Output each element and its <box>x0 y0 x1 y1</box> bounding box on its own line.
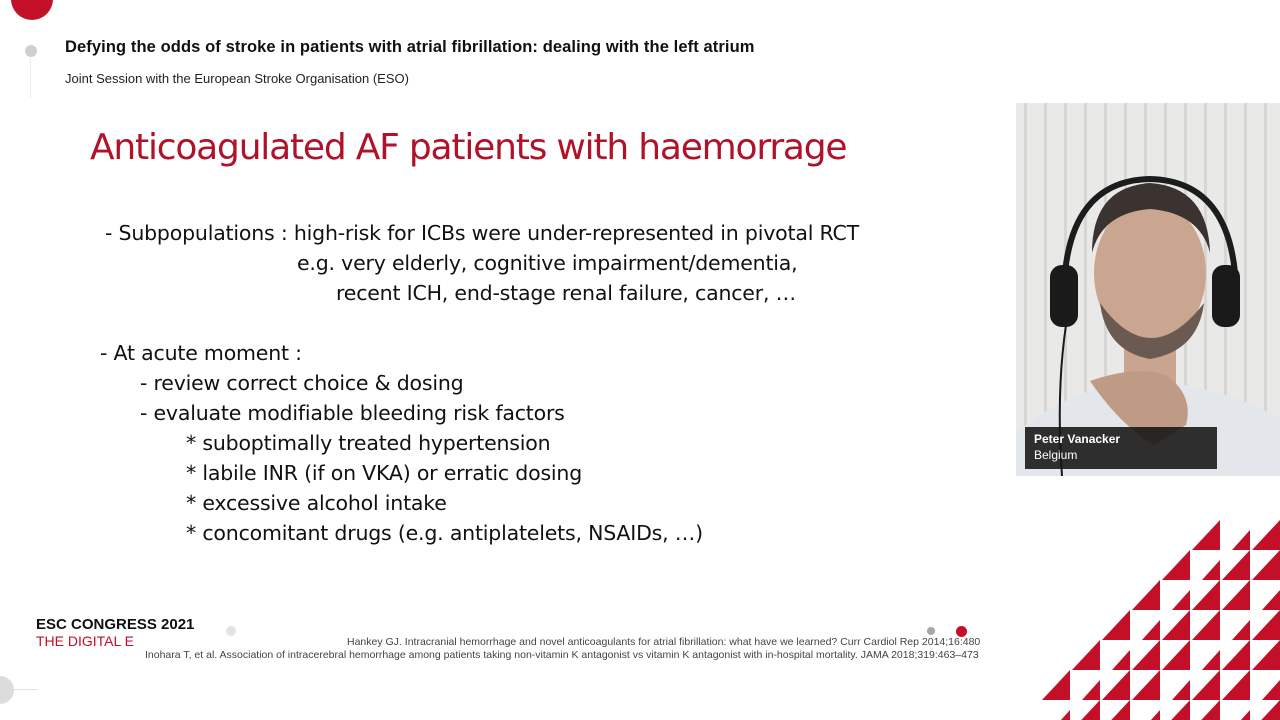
red-triangle <box>1102 610 1130 640</box>
red-triangle <box>1222 670 1250 700</box>
red-triangle <box>1102 670 1130 700</box>
red-triangle <box>1142 620 1160 640</box>
red-triangle <box>1072 700 1100 720</box>
red-circle-decoration <box>11 0 53 20</box>
session-title: Defying the odds of stroke in patients with atrial fibrillation: dealing with the left atrium <box>65 38 755 56</box>
speaker-country: Belgium <box>1034 448 1078 462</box>
red-triangle <box>1252 700 1280 720</box>
bullet-line: * labile INR (if on VKA) or erratic dosing <box>186 461 583 485</box>
esc-congress-logo-title: ESC CONGRESS 2021 <box>36 616 195 633</box>
red-triangle <box>1232 710 1250 720</box>
red-triangle <box>1142 710 1160 720</box>
bullet-line: * suboptimally treated hypertension <box>186 431 551 455</box>
red-triangle <box>1052 710 1070 720</box>
bullet-line: - At acute moment : <box>100 341 302 365</box>
red-triangle <box>1252 610 1280 640</box>
bullet-line: - review correct choice & dosing <box>140 371 464 395</box>
red-triangle <box>1192 580 1220 610</box>
red-triangle <box>1222 550 1250 580</box>
red-triangle <box>1192 700 1220 720</box>
bullet-line: - Subpopulations : high-risk for ICBs were under-represented in pivotal RCT <box>105 221 859 245</box>
timeline-line <box>14 689 38 690</box>
esc-congress-logo-subtitle: THE DIGITAL E <box>36 633 135 649</box>
bullet-line: e.g. very elderly, cognitive impairment/dementia, <box>297 251 798 275</box>
red-triangle <box>1202 650 1220 670</box>
reference-citation: Inohara T, et al. Association of intracerebral hemorrhage among patients taking non-vitamin K antagonist vs vitamin K antagonist with in-hospital mortality. JAMA 2018;319:463–473 <box>145 649 979 661</box>
progress-dot <box>927 627 935 635</box>
timeline-dot <box>226 626 236 636</box>
red-triangle <box>1162 640 1190 670</box>
red-triangle <box>1132 670 1160 700</box>
speaker-figure <box>1016 103 1280 476</box>
speaker-video[interactable] <box>1016 103 1280 476</box>
red-triangle <box>1252 520 1280 550</box>
bullet-line: * excessive alcohol intake <box>186 491 447 515</box>
timeline-dot <box>25 45 37 57</box>
red-triangle <box>1222 640 1250 670</box>
red-triangle <box>1162 610 1190 640</box>
red-triangle <box>1192 610 1220 640</box>
red-triangle <box>1042 670 1070 700</box>
red-triangle <box>1172 590 1190 610</box>
red-triangle <box>1172 680 1190 700</box>
red-triangle <box>1162 700 1190 720</box>
red-triangle <box>1112 650 1130 670</box>
speaker-name: Peter Vanacker <box>1034 432 1121 446</box>
red-triangle <box>1252 550 1280 580</box>
red-triangle <box>1072 640 1100 670</box>
red-triangle <box>1192 520 1220 550</box>
red-triangle <box>1232 620 1250 640</box>
timeline-line <box>30 58 31 98</box>
red-triangle <box>1262 680 1280 700</box>
session-subtitle: Joint Session with the European Stroke Organisation (ESO) <box>65 71 409 86</box>
bullet-line: * concomitant drugs (e.g. antiplatelets, NSAIDs, …) <box>186 521 703 545</box>
red-triangle <box>1232 530 1250 550</box>
red-triangle-pattern <box>1040 520 1280 720</box>
timeline-circle <box>0 676 14 704</box>
red-triangle <box>1162 550 1190 580</box>
red-triangle <box>1132 640 1160 670</box>
red-triangle <box>1252 640 1280 670</box>
red-triangle <box>1222 580 1250 610</box>
reference-citation: Hankey GJ. Intracranial hemorrhage and novel anticoagulants for atrial fibrillation: what have we learned? Curr Cardiol Rep 2014;16:480 <box>347 636 981 648</box>
red-triangle <box>1192 670 1220 700</box>
red-triangle <box>1132 580 1160 610</box>
bullet-line: - evaluate modifiable bleeding risk factors <box>140 401 565 425</box>
slide-title: Anticoagulated AF patients with haemorrage <box>90 127 847 168</box>
red-triangle <box>1202 560 1220 580</box>
bullet-line: recent ICH, end-stage renal failure, cancer, … <box>336 281 796 305</box>
red-triangle <box>1102 700 1130 720</box>
red-triangle <box>1262 590 1280 610</box>
red-triangle <box>1082 680 1100 700</box>
